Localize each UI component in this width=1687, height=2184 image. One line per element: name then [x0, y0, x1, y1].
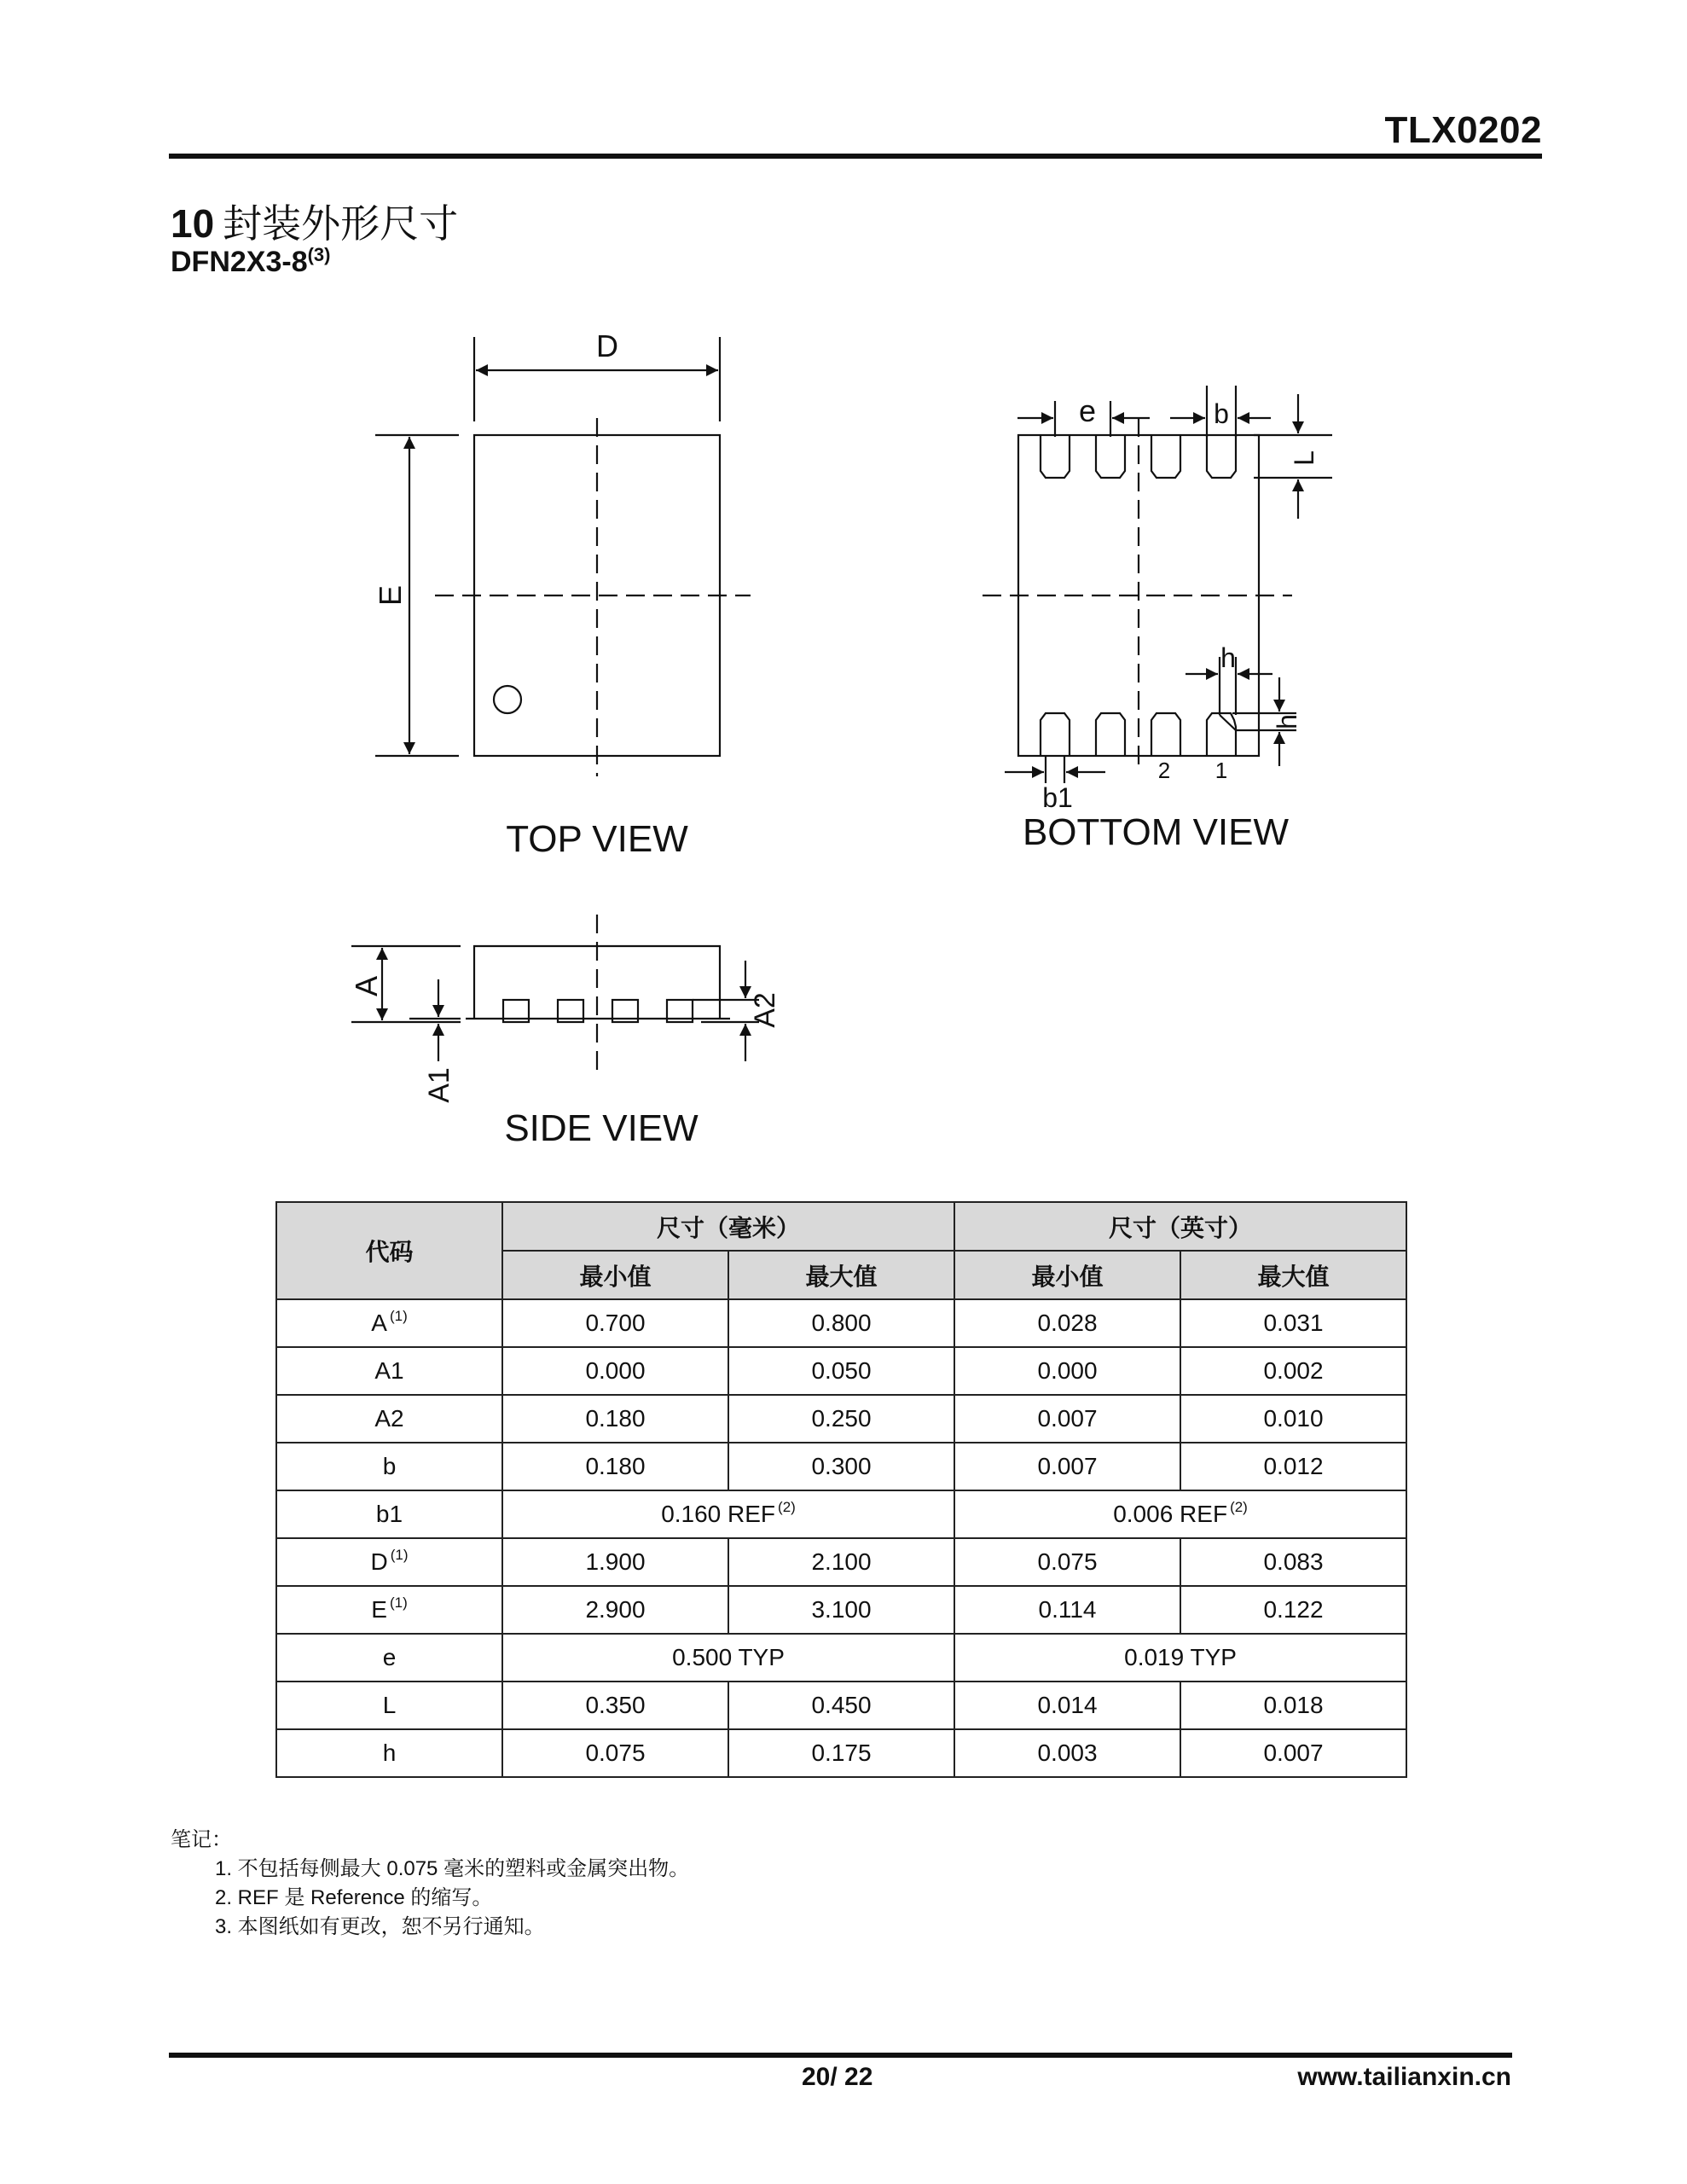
mm-max: 0.300 — [728, 1443, 954, 1490]
mm-span: 0.160 REF $^{(2)}$ — [502, 1490, 954, 1538]
top-view — [375, 337, 751, 776]
website-link[interactable]: www.tailianxin.cn — [1297, 2063, 1511, 2091]
document-id: TLX0202 — [1384, 109, 1542, 151]
col-group-mm: 尺寸（毫米） — [502, 1202, 954, 1251]
page-number: 20/ 22 — [802, 2063, 873, 2091]
section-number: 10 — [171, 201, 215, 246]
row-code: L — [276, 1682, 502, 1729]
table-row — [276, 1538, 1406, 1586]
mm-max: 0.175 — [728, 1729, 954, 1777]
col-header-mm-min: 最小值 — [502, 1251, 728, 1299]
in-min: 0.003 — [954, 1729, 1180, 1777]
table-row — [276, 1634, 1406, 1682]
note-item: 2. REF 是 Reference 的缩写。 — [215, 1886, 493, 1909]
col-header-mm-max: 最大值 — [728, 1251, 954, 1299]
row-code: A1 — [276, 1347, 502, 1395]
col-header-in-max: 最大值 — [1180, 1251, 1406, 1299]
section-title-text: 封装外形尺寸 — [223, 201, 459, 246]
in-max: 0.012 — [1180, 1443, 1406, 1490]
in-min: 0.000 — [954, 1347, 1180, 1395]
in-max: 0.010 — [1180, 1395, 1406, 1443]
dimension-table — [275, 1201, 1407, 1778]
in-max: 0.007 — [1180, 1729, 1406, 1777]
mm-min: 0.350 — [502, 1682, 728, 1729]
col-header-code: 代码 — [276, 1202, 502, 1299]
pad-top-3 — [1151, 435, 1180, 478]
mm-max: 0.450 — [728, 1682, 954, 1729]
row-code: A2 — [276, 1395, 502, 1443]
pad-top-1 — [1041, 435, 1070, 478]
in-max: 0.018 — [1180, 1682, 1406, 1729]
label-h-top: h — [1220, 642, 1236, 673]
table-row — [276, 1682, 1406, 1729]
pad-top-2 — [1096, 435, 1125, 478]
package-note: (3) — [307, 244, 331, 265]
label-A: A — [349, 975, 384, 997]
pad-bottom-2 — [1096, 713, 1125, 756]
side-view-label: SIDE VIEW — [504, 1107, 699, 1149]
in-max: 0.083 — [1180, 1538, 1406, 1586]
mm-span: 0.500 TYP — [502, 1634, 954, 1682]
in-min: 0.028 — [954, 1299, 1180, 1347]
table-row — [276, 1395, 1406, 1443]
table-row — [276, 1729, 1406, 1777]
notes-heading: 笔记： — [171, 1828, 232, 1851]
mm-max: 0.050 — [728, 1347, 954, 1395]
col-group-inch: 尺寸（英寸） — [954, 1202, 1406, 1251]
mm-min: 0.180 — [502, 1443, 728, 1490]
row-code: e — [276, 1634, 502, 1682]
row-code: D $^{(1)}$ — [276, 1538, 502, 1586]
mm-min: 1.900 — [502, 1538, 728, 1586]
label-A1: A1 — [423, 1067, 455, 1103]
mm-min: 0.000 — [502, 1347, 728, 1395]
in-min: 0.114 — [954, 1586, 1180, 1634]
in-max: 0.122 — [1180, 1586, 1406, 1634]
in-min: 0.007 — [954, 1395, 1180, 1443]
in-max: 0.031 — [1180, 1299, 1406, 1347]
label-b: b — [1214, 398, 1229, 429]
mm-min: 0.075 — [502, 1729, 728, 1777]
row-code: b1 — [276, 1490, 502, 1538]
pin-number-2: 2 — [1157, 758, 1171, 783]
in-min: 0.007 — [954, 1443, 1180, 1490]
in-min: 0.075 — [954, 1538, 1180, 1586]
row-code: b — [276, 1443, 502, 1490]
label-b1: b1 — [1042, 782, 1073, 813]
mm-min: 0.700 — [502, 1299, 728, 1347]
pin1-marker — [494, 686, 521, 713]
top-view-label: TOP VIEW — [506, 818, 688, 860]
mm-min: 2.900 — [502, 1586, 728, 1634]
pin-number-1: 1 — [1215, 758, 1228, 783]
label-E: E — [373, 584, 408, 607]
footer-rule — [169, 2053, 1512, 2058]
in-min: 0.014 — [954, 1682, 1180, 1729]
row-code: A $^{(1)}$ — [276, 1299, 502, 1347]
pad-bottom-1 — [1041, 713, 1070, 756]
package-code: DFN2X3-8 — [171, 246, 308, 278]
pad-bottom-3 — [1151, 713, 1180, 756]
bottom-view-label: BOTTOM VIEW — [1022, 811, 1290, 853]
table-row — [276, 1443, 1406, 1490]
table-row — [276, 1299, 1406, 1347]
col-header-in-min: 最小值 — [954, 1251, 1180, 1299]
note-item: 1. 不包括每侧最大 0.075 毫米的塑料或金属突出物。 — [215, 1857, 690, 1880]
label-h-side: h — [1272, 714, 1302, 729]
side-view — [351, 915, 759, 1073]
row-code: E $^{(1)}$ — [276, 1586, 502, 1634]
note-item: 3. 本图纸如有更改，恕不另行通知。 — [215, 1915, 545, 1938]
in-span: 0.019 TYP — [954, 1634, 1406, 1682]
table-row — [276, 1490, 1406, 1538]
mm-min: 0.180 — [502, 1395, 728, 1443]
mm-max: 2.100 — [728, 1538, 954, 1586]
pad-bottom-pin1 — [1207, 713, 1236, 756]
row-code: h — [276, 1729, 502, 1777]
in-span: 0.006 REF $^{(2)}$ — [954, 1490, 1406, 1538]
pad-top-4 — [1207, 435, 1236, 478]
label-D: D — [596, 328, 618, 363]
label-A2: A2 — [749, 992, 781, 1028]
table-row — [276, 1347, 1406, 1395]
notes — [171, 1826, 689, 1942]
label-L: L — [1289, 450, 1319, 466]
label-e: e — [1078, 393, 1097, 428]
table-row — [276, 1586, 1406, 1634]
in-max: 0.002 — [1180, 1347, 1406, 1395]
mm-max: 0.800 — [728, 1299, 954, 1347]
mm-max: 3.100 — [728, 1586, 954, 1634]
mm-max: 0.250 — [728, 1395, 954, 1443]
